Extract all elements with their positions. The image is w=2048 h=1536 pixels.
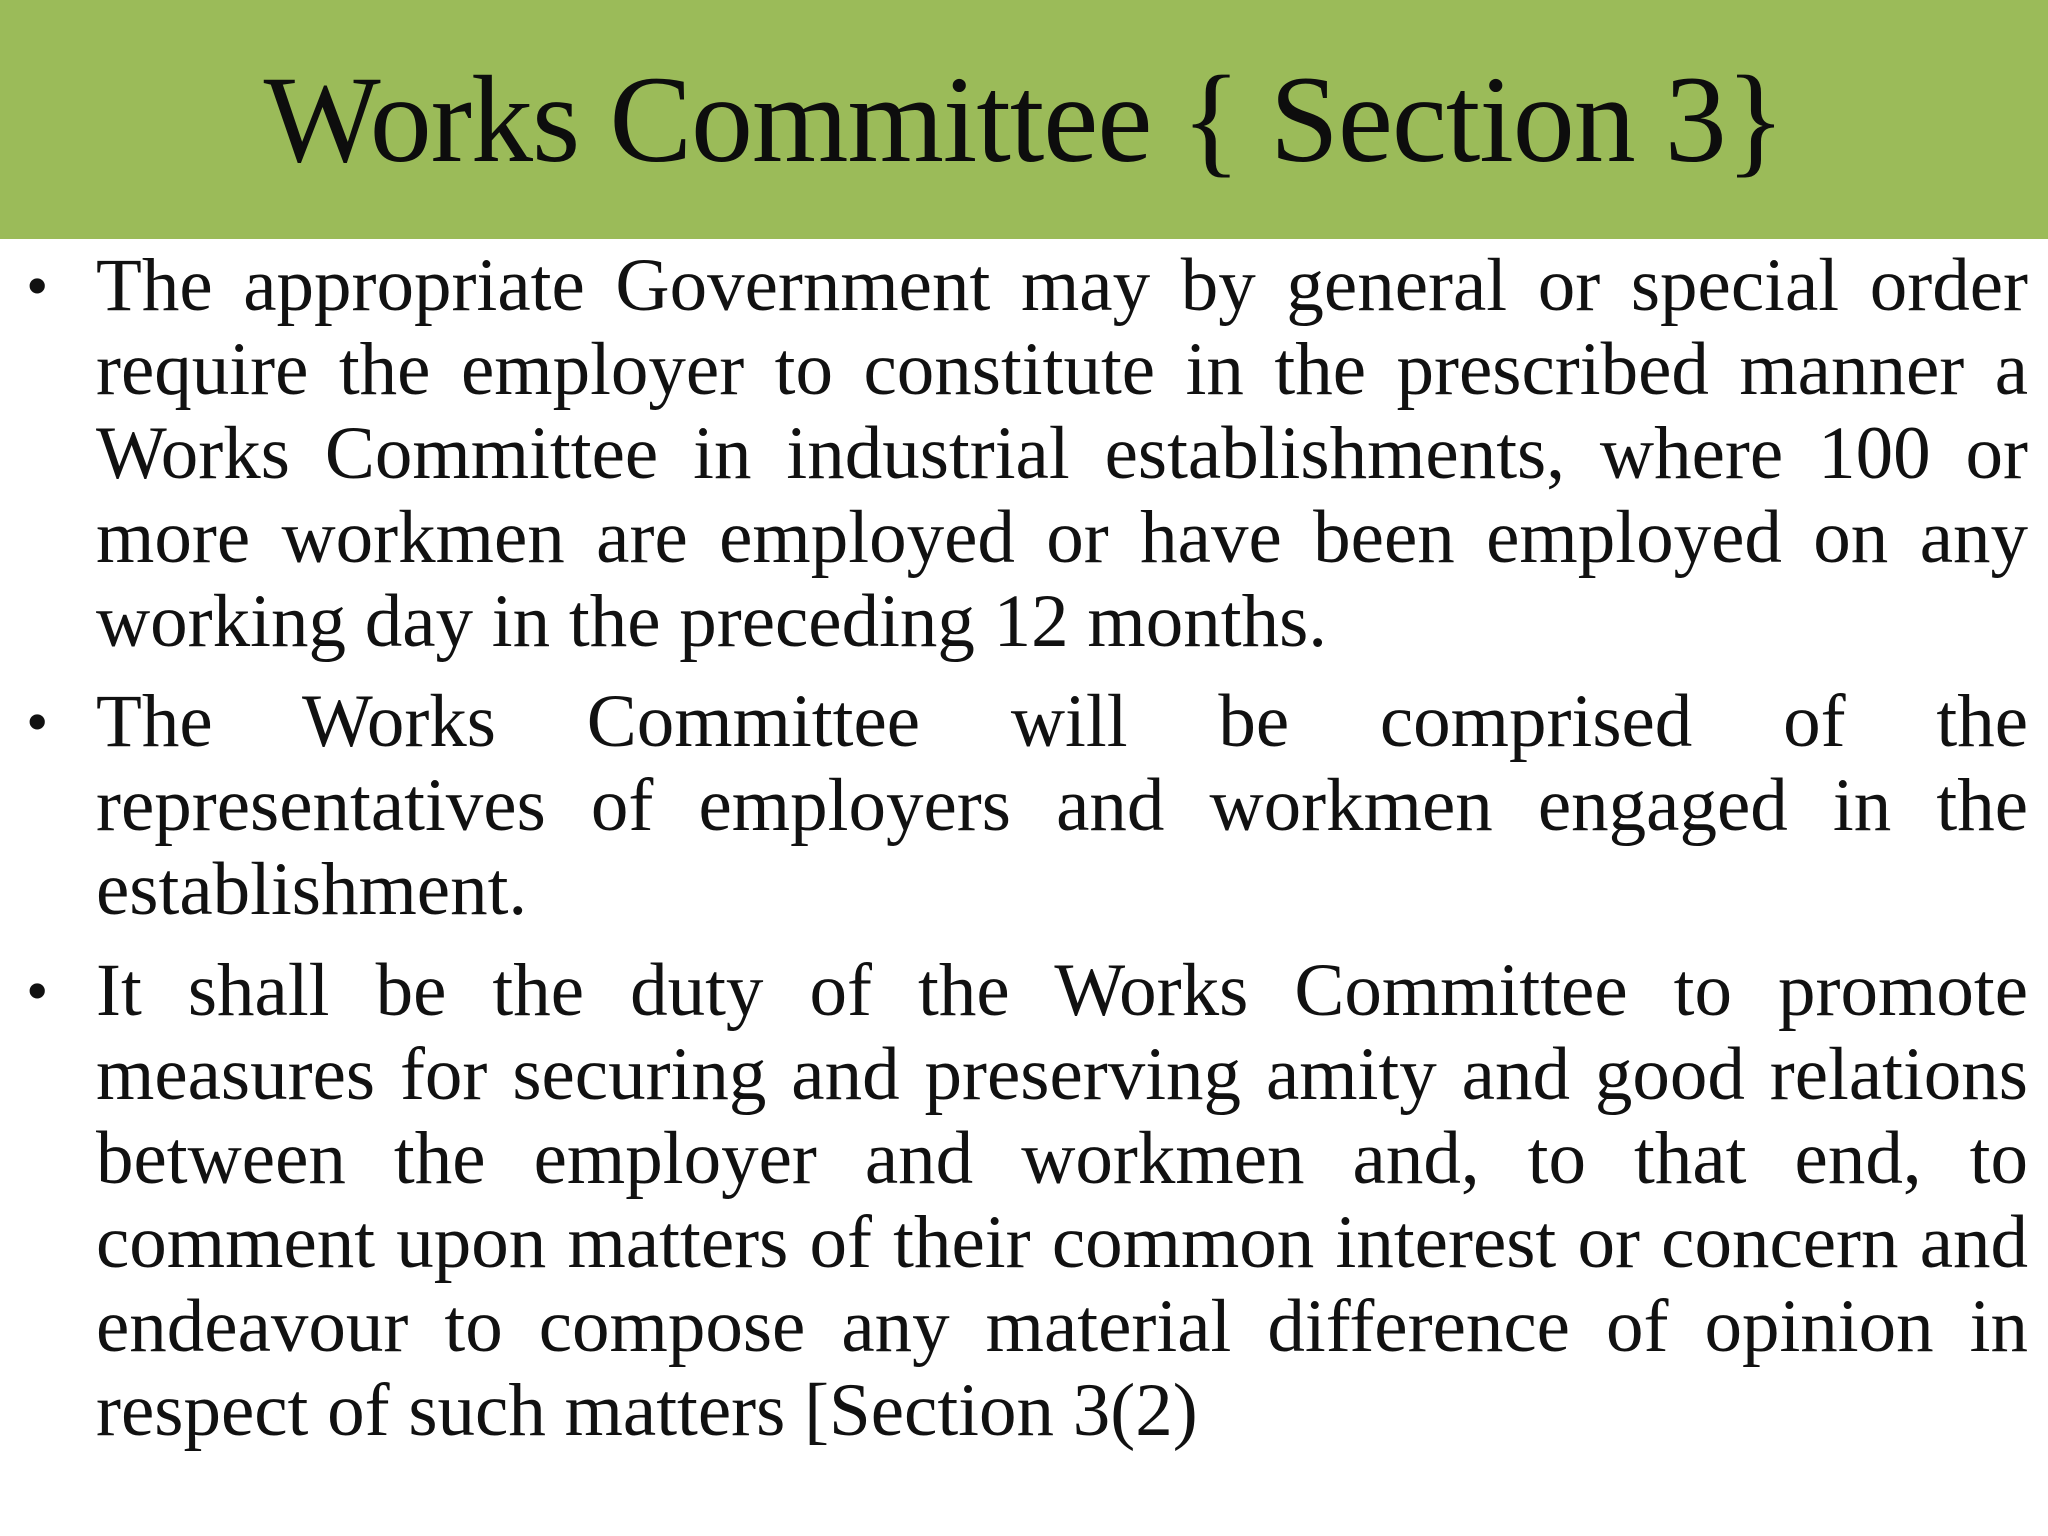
bullet-icon: • (26, 250, 49, 321)
bullet-icon: • (26, 686, 49, 757)
bullet-text-3: It shall be the duty of the Works Committee to promote measures for securing and preserving amity and good relations between the employer and workmen and, to that end, to comment upon matters of their common interest or concern and endeavour to compose any material difference of opinion in respect of such matters [Section 3(2) (96, 949, 2028, 1452)
bullet-text-1: The appropriate Government may by general or special order require the employer to constitute in the prescribed manner a Works Committee in industrial establishments, where 100 or more workmen are employed or have been employed on any working day in the preceding 12 months. (96, 244, 2028, 663)
bullet-text-2: The Works Committee will be comprised of the representatives of employers and workmen engaged in the establishment. (96, 680, 2028, 931)
slide-title: Works Committee { Section 3} (263, 50, 1785, 188)
bullet-icon: • (26, 955, 49, 1026)
